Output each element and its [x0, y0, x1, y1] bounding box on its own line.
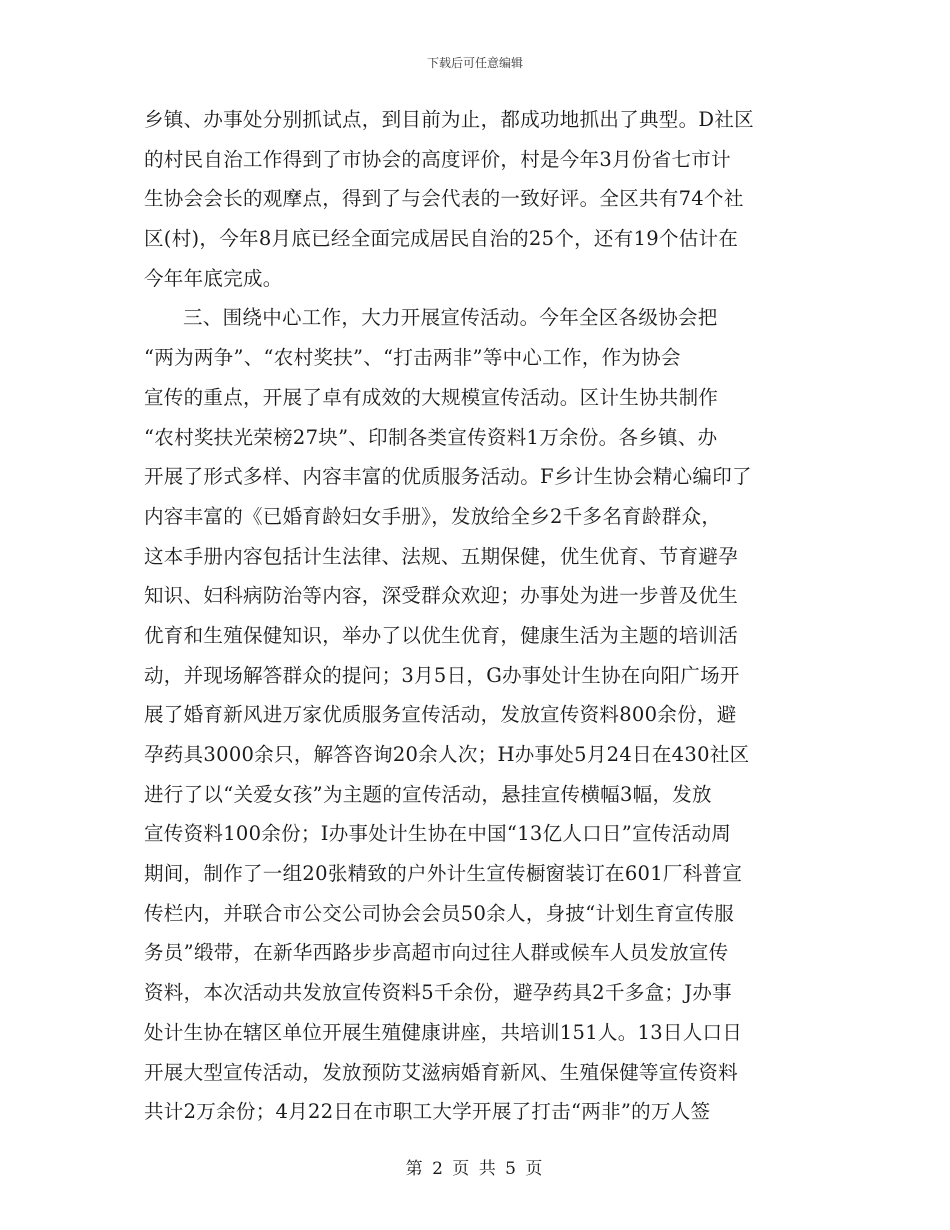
text-line: 展了婚育新风进万家优质服务宣传活动，发放宣传资料800余份，避 — [144, 703, 737, 727]
text-line: 资料，本次活动共发放宣传资料5千余份，避孕药具2千多盒；J办事 — [144, 981, 732, 1005]
text-line: 优育和生殖保健知识，举办了以优生优育，健康生活为主题的培训活 — [144, 623, 739, 647]
text-line: 区(村)，今年8月底已经全面完成居民自治的25个，还有19个估计在 — [144, 227, 739, 251]
text-line: 宣传资料100余份；I办事处计生协在中国“13亿人口日”宣传活动周 — [144, 822, 732, 846]
text-line: 知识、妇科病防治等内容，深受群众欢迎；办事处为进一步普及优生 — [144, 584, 739, 608]
page-number-footer: 第 2 页 共 5 页 — [405, 1159, 545, 1179]
text-line: 这本手册内容包括计生法律、法规、五期保健，优生优育、节育避孕 — [144, 544, 739, 568]
text-line: 开展了形式多样、内容丰富的优质服务活动。F乡计生协会精心编印了 — [144, 465, 752, 489]
page-header: 下载后可任意编辑 — [426, 56, 523, 70]
text-line: 乡镇、办事处分别抓试点，到目前为止，都成功地抓出了典型。D社区 — [144, 108, 754, 131]
text-line: “农村奖扶光荣榜27块”、印制各类宣传资料1万余份。各乡镇、办 — [144, 425, 718, 449]
text-line: 共计2万余份；4月22日在市职工大学开展了打击“两非”的万人签 — [144, 1100, 711, 1124]
text-line: 传栏内，并联合市公交公司协会会员50余人，身披“计划生育宣传服 — [144, 901, 735, 925]
text-line: 宣传的重点，开展了卓有成效的大规模宣传活动。区计生协共制作 — [144, 385, 719, 409]
text-line: 孕药具3000余只，解答咨询20余人次；H办事处5月24日在430社区 — [144, 743, 750, 766]
text-line: 进行了以“关爱女孩”为主题的宣传活动，悬挂宣传横幅3幅，发放 — [144, 782, 712, 806]
text-line: 处计生协在辖区单位开展生殖健康讲座，共培训151人。13日人口日 — [144, 1020, 743, 1044]
paragraph-start-line: 三、围绕中心工作，大力开展宣传活动。今年全区各级协会把 — [183, 306, 718, 330]
text-line: “两为两争”、“农村奖扶”、“打击两非”等中心工作，作为协会 — [144, 346, 681, 370]
document-body — [144, 100, 812, 1132]
text-line: 开展大型宣传活动，发放预防艾滋病婚育新风、生殖保健等宣传资料 — [144, 1060, 739, 1084]
text-line: 期间，制作了一组20张精致的户外计生宣传橱窗装订在601厂科普宣 — [144, 862, 743, 886]
text-line: 的村民自治工作得到了市协会的高度评价，村是今年3月份省七市计 — [144, 147, 731, 171]
text-line: 务员”缎带，在新华西路步步高超市向过往人群或候车人员发放宣传 — [144, 941, 729, 965]
text-line: 动，并现场解答群众的提问；3月5日，G办事处计生协在向阳广场开 — [144, 663, 740, 687]
text-line: 内容丰富的《已婚育龄妇女手册》，发放给全乡2千多名育龄群众， — [144, 504, 722, 528]
text-line: 生协会会长的观摩点，得到了与会代表的一致好评。全区共有74个社 — [144, 187, 744, 211]
text-line: 今年年底完成。 — [144, 266, 283, 290]
